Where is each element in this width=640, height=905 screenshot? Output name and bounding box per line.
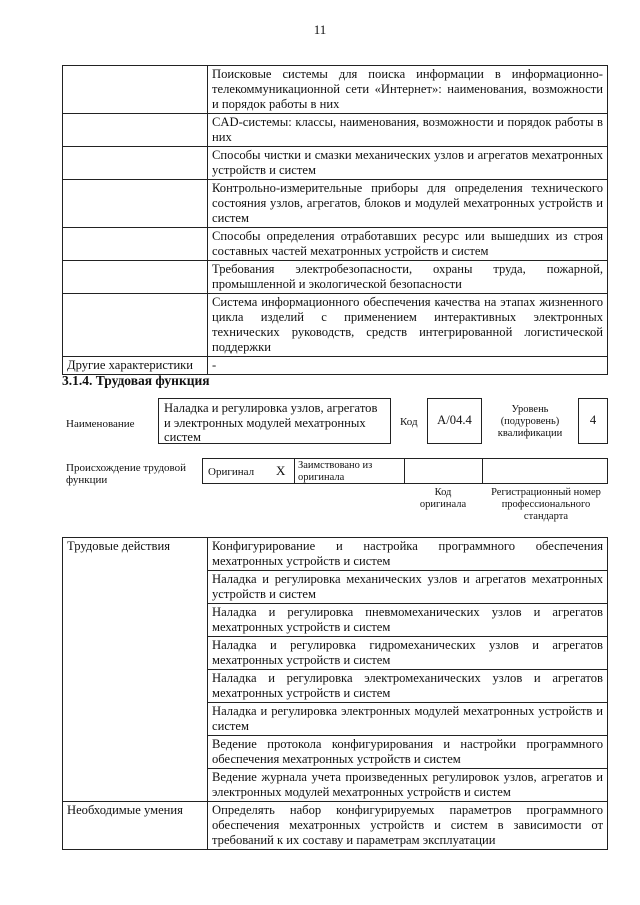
knowledge-row-label	[63, 228, 208, 261]
knowledge-row-text: Контрольно-измерительные приборы для определения технического состояния узлов, агрегатов, блоков и модулей мехатронных устройств и систем	[208, 180, 608, 228]
knowledge-row-text: Требования электробезопасности, охраны труда, пожарной, промышленной и экологической безопасности	[208, 261, 608, 294]
group-item: Ведение журнала учета произведенных регулировок узлов, агрегатов и электронных модулей мехатронных устройств и систем	[208, 769, 608, 802]
knowledge-row	[63, 114, 608, 147]
knowledge-row	[63, 228, 608, 261]
function-code-value: A/04.4	[427, 398, 482, 444]
group-item: Конфигурирование и настройка программного обеспечения мехатронных устройств и систем	[208, 538, 608, 571]
labor-actions-table	[62, 537, 608, 850]
knowledge-row-label	[63, 66, 208, 114]
name-label: Наименование	[66, 418, 135, 430]
knowledge-row	[63, 147, 608, 180]
group-item: Наладка и регулировка гидромеханических узлов и агрегатов мехатронных устройств и систем	[208, 637, 608, 670]
knowledge-row-label	[63, 261, 208, 294]
group-item: Определять набор конфигурируемых параметров программного обеспечения мехатронных устройств и систем в зависимости от требований к их составу и параметрам эксплуатации	[208, 802, 608, 850]
group-label: Трудовые действия	[63, 538, 208, 802]
knowledge-row	[63, 261, 608, 294]
knowledge-row-text: Поисковые системы для поиска информации в информационно-телекоммуникационной сети «Интернет»: наименования, возможности и порядок работы в них	[208, 66, 608, 114]
origin-divider-1	[294, 458, 295, 484]
knowledge-row-label	[63, 114, 208, 147]
knowledge-row-text: Способы определения отработавших ресурс или вышедших из строя составных частей мехатронных устройств и систем	[208, 228, 608, 261]
group-item: Наладка и регулировка пневмомеханических узлов и агрегатов мехатронных устройств и систем	[208, 604, 608, 637]
table-row	[63, 802, 608, 850]
knowledge-row-label	[63, 180, 208, 228]
knowledge-row	[63, 357, 608, 375]
original-label: Оригинал	[208, 466, 255, 478]
knowledge-row-label: Другие характеристики	[63, 357, 208, 375]
borrowed-label: Заимствовано из оригинала	[298, 460, 373, 483]
table-row	[63, 538, 608, 571]
origin-divider-2	[404, 458, 405, 484]
group-item: Наладка и регулировка электронных модулей мехатронных устройств и систем	[208, 703, 608, 736]
original-mark: X	[276, 463, 286, 478]
reg-number-caption: Регистрационный номер профессионального стандарта	[491, 487, 601, 522]
group-label: Необходимые умения	[63, 802, 208, 850]
knowledge-row	[63, 180, 608, 228]
code-original-caption: Код оригинала	[419, 487, 467, 510]
origin-label: Происхождение трудовой функции	[66, 462, 187, 486]
page-number: 11	[313, 22, 327, 37]
origin-box	[202, 458, 608, 484]
group-item: Наладка и регулировка механических узлов и агрегатов мехатронных устройств и систем	[208, 571, 608, 604]
knowledge-row-text: Система информационного обеспечения качества на этапах жизненного цикла изделий с применением интерактивных электронных технических руководств, средств интегрированной логистической поддержки	[208, 294, 608, 357]
code-label: Код	[400, 416, 418, 428]
origin-divider-3	[482, 458, 483, 484]
section-title: 3.1.4. Трудовая функция	[62, 373, 210, 388]
knowledge-row-label	[63, 147, 208, 180]
knowledge-table	[62, 65, 608, 375]
knowledge-row	[63, 66, 608, 114]
knowledge-row-text: -	[208, 357, 608, 375]
group-item: Наладка и регулировка электромеханических узлов и агрегатов мехатронных устройств и систем	[208, 670, 608, 703]
group-item: Ведение протокола конфигурирования и настройки программного обеспечения мехатронных устройств и систем	[208, 736, 608, 769]
knowledge-row-text: CAD-системы: классы, наименования, возможности и порядок работы в них	[208, 114, 608, 147]
knowledge-row-label	[63, 294, 208, 357]
knowledge-row-text: Способы чистки и смазки механических узлов и агрегатов мехатронных устройств и систем	[208, 147, 608, 180]
level-label: Уровень (подуровень) квалификации	[497, 404, 563, 439]
knowledge-row	[63, 294, 608, 357]
level-value: 4	[578, 398, 608, 444]
function-name-value: Наладка и регулировка узлов, агрегатов и электронных модулей мехатронных систем	[158, 398, 391, 444]
